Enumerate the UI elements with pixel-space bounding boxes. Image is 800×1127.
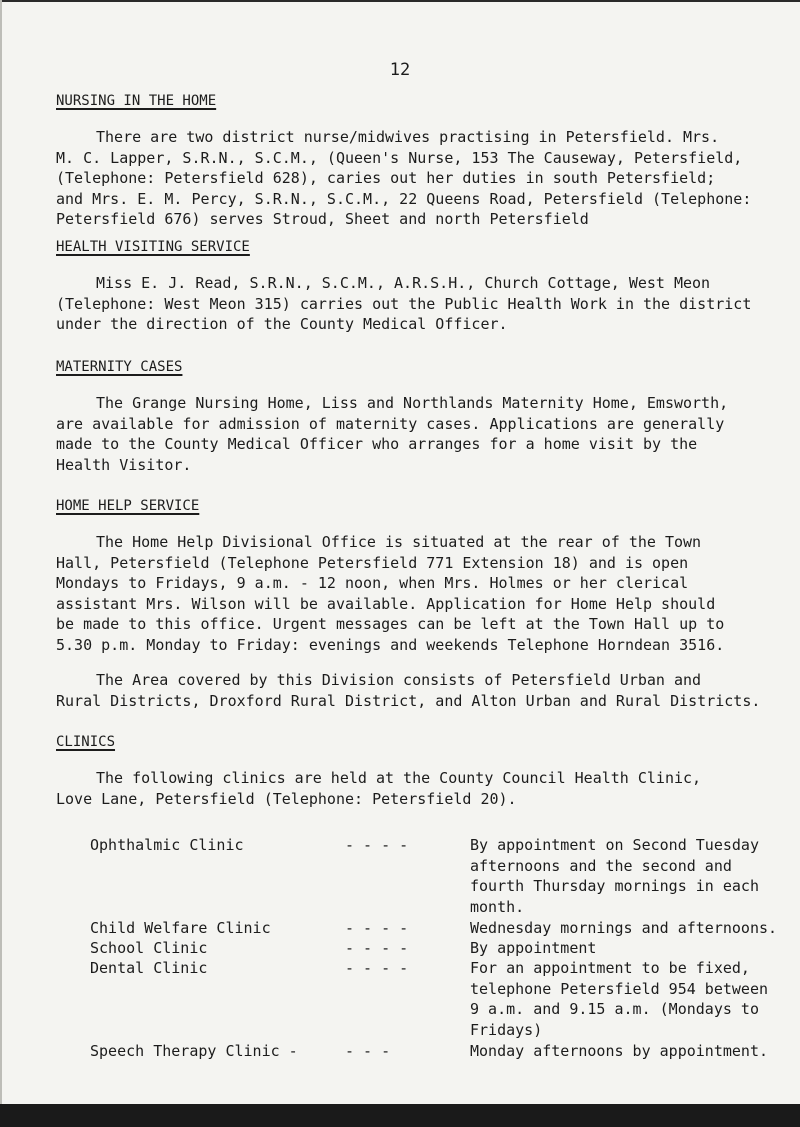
heading-maternity-cases: MATERNITY CASES: [56, 359, 183, 375]
heading-home-help-service: HOME HELP SERVICE: [56, 498, 200, 514]
clinic-dashes: - - - -: [345, 836, 409, 854]
clinic-detail: For an appointment to be fixed, telephone Petersfield 954 between 9 a.m. and 9.15 a.m. (Mondays to Fridays): [470, 959, 769, 1039]
clinic-dashes: - - - -: [345, 939, 409, 957]
paragraph-nursing: There are two district nurse/midwives practising in Petersfield. Mrs. M. C. Lapper, S.R.N., S.C.M., (Queen's Nurse, 153 The Causeway, Petersfield, (Telephone: Petersfield 628), caries out her duties in south Petersfield; and Mrs. E. M. Percy, S.R.N., S.C.M., 22 Queens Road, Petersfield (Telephone: Petersfield 676) serves Stroud, Sheet and north Petersfield: [56, 128, 752, 228]
clinic-name: Child Welfare Clinic: [90, 919, 271, 937]
heading-clinics: CLINICS: [56, 734, 116, 750]
scan-bottom-edge: [0, 1104, 800, 1127]
paragraph-maternity: The Grange Nursing Home, Liss and Northlands Maternity Home, Emsworth, are available for admission of maternity cases. Applications are generally made to the County Medical Officer who arranges for a home visit by the Health Visitor.: [56, 394, 729, 474]
clinic-dashes: - - - -: [345, 919, 409, 937]
clinic-detail: Wednesday mornings and afternoons.: [470, 919, 778, 937]
clinic-detail: By appointment: [470, 939, 597, 957]
clinic-name: School Clinic: [90, 939, 208, 957]
clinic-detail: By appointment on Second Tuesday afternoons and the second and fourth Thursday mornings in each month.: [470, 836, 759, 916]
scan-left-edge: [0, 0, 2, 1127]
paragraph-health-visiting: Miss E. J. Read, S.R.N., S.C.M., A.R.S.H., Church Cottage, West Meon (Telephone: West Meon 315) carries out the Public Health Work in the district under the direction of the County Medical Officer.: [56, 274, 752, 333]
clinic-name: Dental Clinic: [90, 959, 208, 977]
heading-health-visiting-service: HEALTH VISITING SERVICE: [56, 239, 250, 255]
clinic-dashes: - - - -: [345, 959, 409, 977]
scan-top-edge: [0, 0, 800, 2]
heading-nursing-in-the-home: NURSING IN THE HOME: [56, 93, 217, 109]
clinic-detail: Monday afternoons by appointment.: [470, 1042, 769, 1060]
paragraph-home-help-area: The Area covered by this Division consists of Petersfield Urban and Rural Districts, Droxford Rural District, and Alton Urban and Rural Districts.: [56, 671, 761, 710]
paragraph-home-help: The Home Help Divisional Office is situated at the rear of the Town Hall, Petersfield (Telephone Petersfield 771 Extension 18) and is open Mondays to Fridays, 9 a.m. - 12 noon, when Mrs. Holmes or her clerical assistant Mrs. Wilson will be available. Application for Home Help should be made to this office. Urgent messages can be left at the Town Hall up to 5.30 p.m. Monday to Friday: evenings and weekends Telephone Horndean 3516.: [56, 533, 725, 654]
page-number: 12: [389, 60, 411, 80]
clinic-name: Ophthalmic Clinic: [90, 836, 244, 854]
paragraph-clinics-intro: The following clinics are held at the County Council Health Clinic, Love Lane, Petersfield (Telephone: Petersfield 20).: [56, 769, 702, 808]
clinic-dashes: - - -: [345, 1042, 391, 1060]
clinic-name: Speech Therapy Clinic -: [90, 1042, 298, 1060]
